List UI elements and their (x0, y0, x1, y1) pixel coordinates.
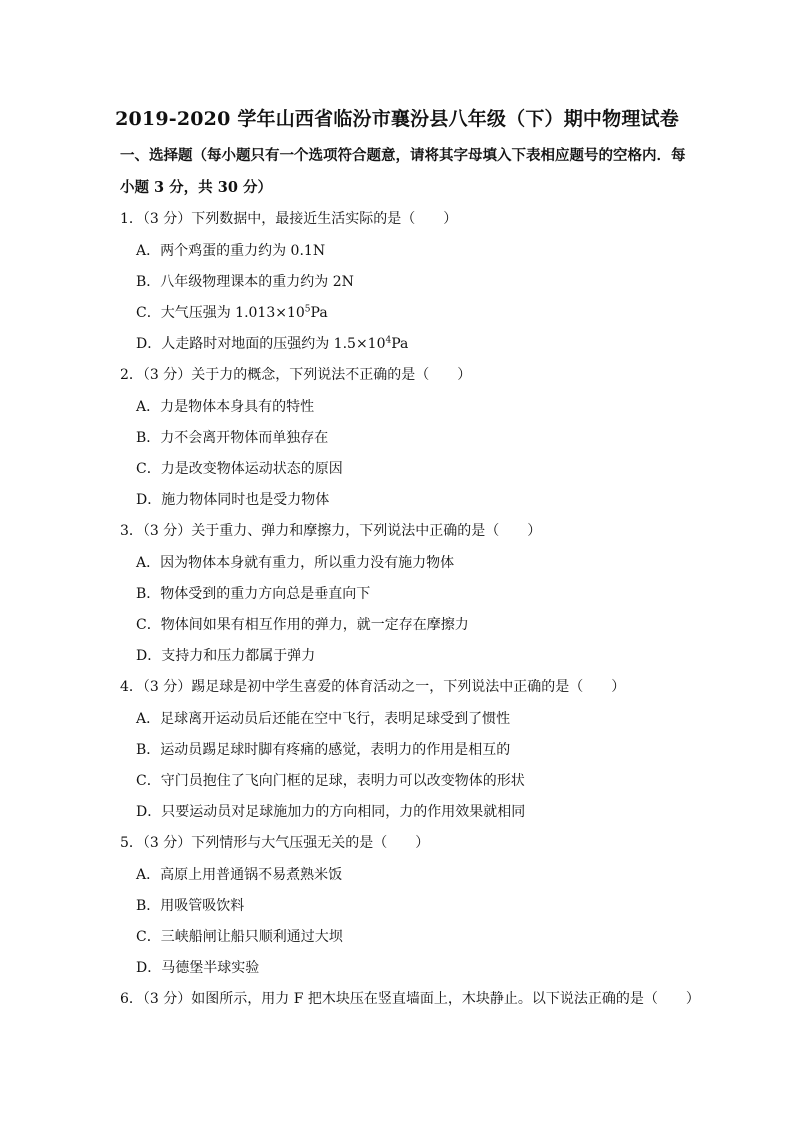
question-1-stem: 1．（3 分）下列数据中，最接近生活实际的是（ ） (120, 211, 458, 227)
question-1-option-c-exponent: 5 (304, 304, 311, 315)
section-heading-line-2: 小题 3 分，共 30 分） (120, 179, 272, 196)
question-3-option-a: A．因为物体本身就有重力，所以重力没有施力物体 (136, 555, 455, 571)
question-5-option-c: C．三峡船闸让船只顺利通过大坝 (136, 929, 343, 945)
section-heading-line-1: 一、选择题（每小题只有一个选项符合题意，请将其字母填入下表相应题号的空格内．每 (120, 147, 686, 164)
question-5-stem: 5．（3 分）下列情形与大气压强无关的是（ ） (120, 835, 430, 851)
question-4-option-c: C．守门员抱住了飞向门框的足球，表明力可以改变物体的形状 (136, 773, 525, 789)
question-3-stem: 3．（3 分）关于重力、弹力和摩擦力，下列说法中正确的是（ ） (120, 523, 542, 539)
question-1-option-d (136, 333, 408, 353)
question-1-option-d-text: D．人走路时对地面的压强约为 1.5×10 (136, 336, 386, 352)
question-1-option-b: B．八年级物理课本的重力约为 2N (136, 274, 354, 290)
question-2-option-b: B．力不会离开物体而单独存在 (136, 430, 329, 446)
question-3-option-d: D．支持力和压力都属于弹力 (136, 648, 316, 664)
question-2-option-d: D．施力物体同时也是受力物体 (136, 492, 330, 508)
question-6-stem: 6．（3 分）如图所示，用力 F 把木块压在竖直墙面上，木块静止。以下说法正确的是（ ） (120, 991, 700, 1007)
question-3-option-b: B．物体受到的重力方向总是垂直向下 (136, 586, 371, 602)
page-title: 2019-2020 学年山西省临汾市襄汾县八年级（下）期中物理试卷 (115, 108, 679, 130)
question-5-option-d: D．马德堡半球实验 (136, 960, 260, 976)
question-5-option-b: B．用吸管吸饮料 (136, 898, 245, 914)
question-2-option-a: A．力是物体本身具有的特性 (136, 399, 315, 415)
question-5-option-a: A．高原上用普通锅不易煮熟米饭 (136, 867, 343, 883)
question-1-option-a: A．两个鸡蛋的重力约为 0.1N (136, 243, 326, 259)
question-1-option-c (136, 302, 328, 322)
question-1-option-c-text: C．大气压强为 1.013×10 (136, 305, 305, 321)
question-1-option-d-exponent: 4 (385, 335, 392, 346)
question-2-option-c: C．力是改变物体运动状态的原因 (136, 461, 343, 477)
question-2-stem: 2．（3 分）关于力的概念，下列说法不正确的是（ ） (120, 367, 472, 383)
question-4-option-b: B．运动员踢足球时脚有疼痛的感觉，表明力的作用是相互的 (136, 742, 511, 758)
question-4-option-d: D．只要运动员对足球施加力的方向相同，力的作用效果就相同 (136, 804, 526, 820)
question-3-option-c: C．物体间如果有相互作用的弹力，就一定存在摩擦力 (136, 617, 469, 633)
question-1-option-d-unit: Pa (391, 336, 409, 352)
question-1-option-c-unit: Pa (310, 305, 328, 321)
question-4-stem: 4．（3 分）踢足球是初中学生喜爱的体育活动之一，下列说法中正确的是（ ） (120, 679, 626, 695)
question-4-option-a: A．足球离开运动员后还能在空中飞行，表明足球受到了惯性 (136, 711, 511, 727)
